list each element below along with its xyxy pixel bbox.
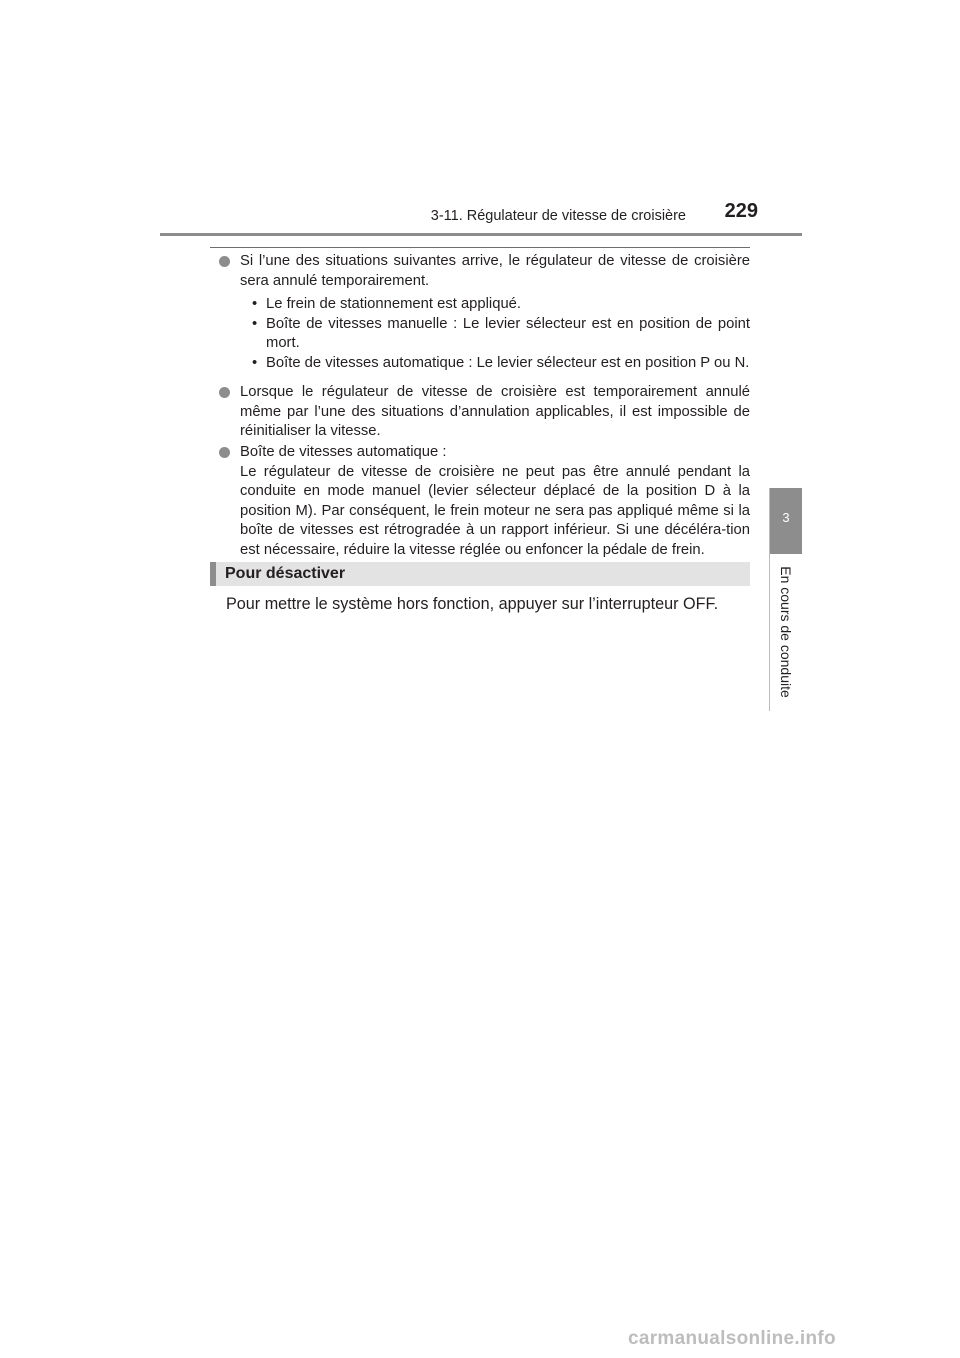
sub-marker: • [252, 354, 258, 371]
content-top-rule [210, 247, 750, 248]
sub-marker: • [252, 296, 258, 312]
sub-item-text: Boîte de vitesses automatique : Le levier sélecteur est en position P ou N. [266, 354, 750, 371]
chapter-number: 3 [782, 510, 790, 525]
page-header [160, 196, 800, 236]
bullet-item [222, 443, 750, 560]
watermark: carmanualsonline.info [628, 1328, 836, 1349]
bullet-dot-icon [219, 256, 230, 267]
page-number: 229 [724, 200, 758, 222]
sub-item [252, 315, 750, 354]
chapter-title: En cours de conduite [778, 566, 794, 698]
section-accent [210, 562, 216, 586]
bullet-dot-icon [219, 387, 230, 398]
bullet-text: Si l’une des situations suivantes arrive, le régulateur de vitesse de croisière sera annulé temporairement. [240, 253, 750, 289]
bullet-item [222, 383, 750, 442]
header-section-title: 3-11. Régulateur de vitesse de croisière [430, 208, 686, 224]
bullet-heading: Boîte de vitesses automatique : [240, 444, 447, 460]
bullet-dot-icon [219, 447, 230, 458]
sub-list [252, 295, 750, 373]
sub-item-text: Le frein de stationnement est appliqué. [266, 296, 522, 312]
sub-marker: • [252, 315, 258, 332]
bullet-item [222, 252, 750, 373]
sub-item [252, 354, 750, 374]
bullet-text: Lorsque le régulateur de vitesse de croisière est temporairement annulé même par l’une des situations d’annulation applicables, il est impossible de réinitialiser la vitesse. [240, 384, 750, 439]
sub-item-text: Boîte de vitesses manuelle : Le levier sélecteur est en position de point mort. [266, 315, 750, 351]
sub-item [252, 295, 750, 315]
section-body: Pour mettre le système hors fonction, appuyer sur l’interrupteur OFF. [226, 595, 719, 613]
section-header [210, 562, 750, 586]
header-rule [160, 233, 802, 236]
section-title: Pour désactiver [225, 565, 346, 582]
chapter-tab [770, 488, 802, 554]
bullet-text: Le régulateur de vitesse de croisière ne peut pas être annulé pendant la conduite en mode manuel (levier sélecteur déplacé de la position D à la position M). Par conséquent, le frein moteur ne sera pas appliqué même si la boîte de vitesses est rétrogradée à un rapport inférieur. Si une décéléra-tion est nécessaire, réduire la vitesse réglée ou enfoncer la pédale de frein. [240, 463, 750, 558]
